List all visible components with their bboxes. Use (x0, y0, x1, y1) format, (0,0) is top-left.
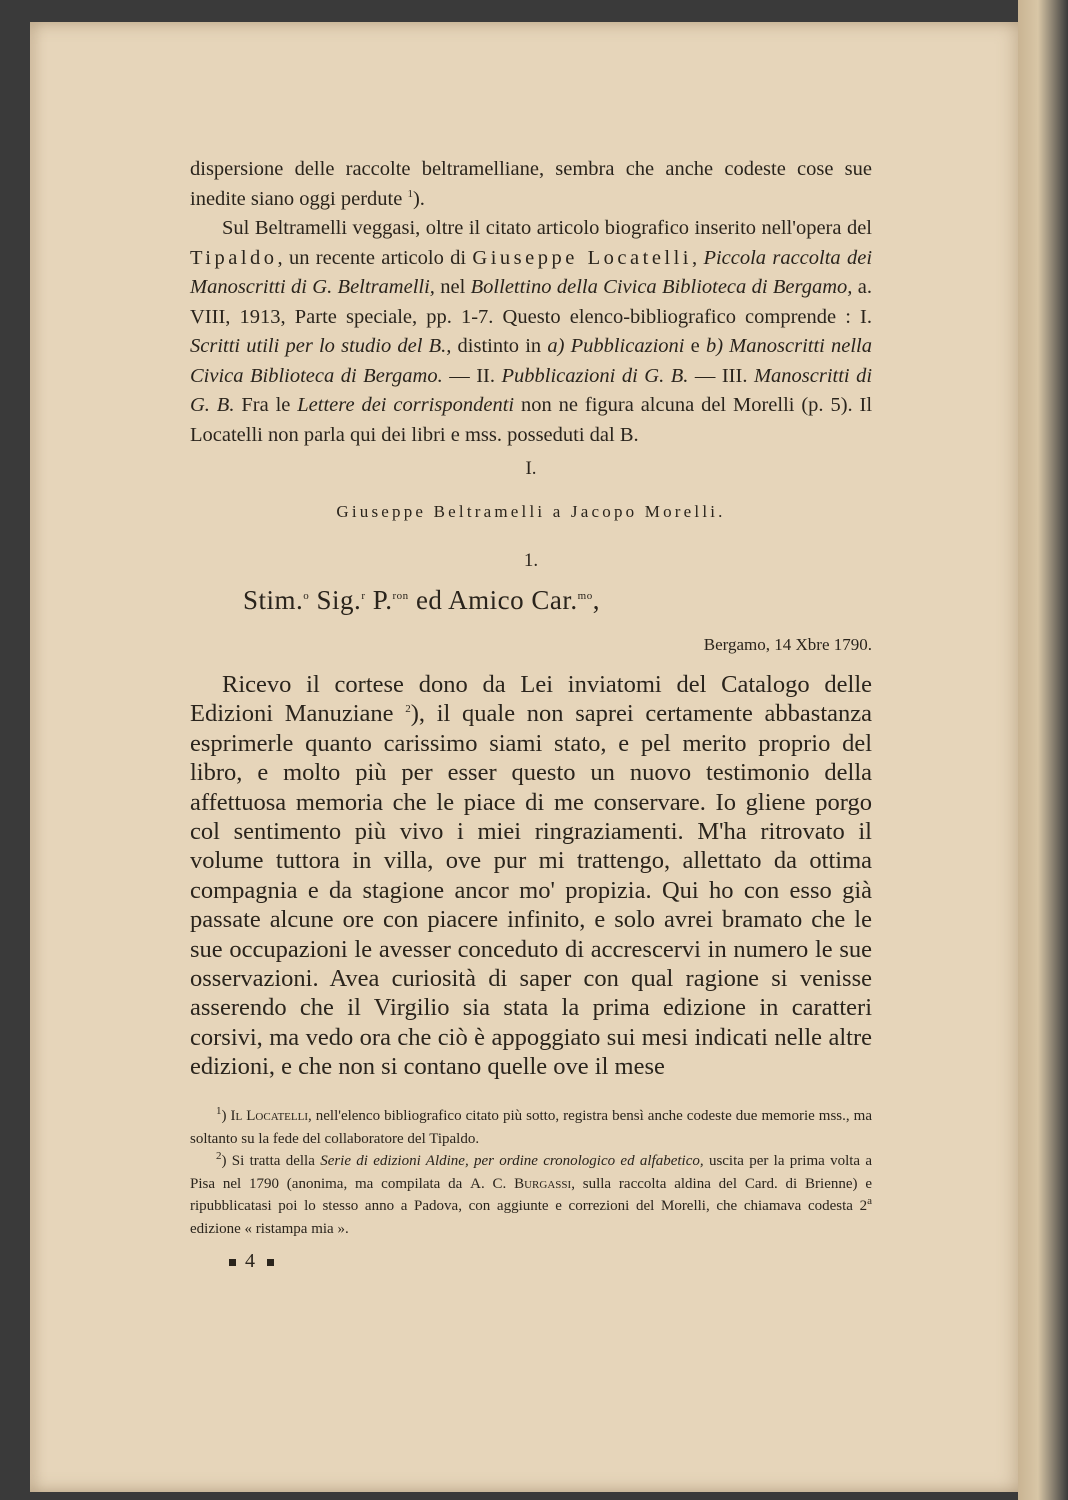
letter-paragraph: Ricevo il cortese dono da Lei inviatomi del Catalogo delle Edizioni Manuziane $^2$), il quale non saprei certamente abbastanza esprimerle quanto carissimo siami stato, e pel merito proprio del libro, e molto più per esser questo un nuovo testimonio della affettuosa memoria che le piace di me conservare. Io gliene porgo col sentimento più vivo i miei ringraziamenti. M'ha ritrovato il volume tuttora in villa, ove pur mi trattengo, allettato da ottima compagnia e da stagione ancor mo' propizia. Qui ho con esso già passate alcune ore con piacere infinito, e solo avrei bramato che le sue occupazioni le avesser conceduto di accrescervi in numero le sue osservazioni. Avea curiosità di saper con qual ragione si venisse asserendo che il Virgilio sia stata la prima edizione in caratteri corsivi, ma vedo ora che ciò è appoggiato sui mesi indicati nelle altre edizioni, e che non si contano quelle ove il mese (190, 671, 873, 1081)
intro-paragraph-1: dispersione delle raccolte beltramelliane, sembra che anche codeste cose sue inedite siano oggi perdute $^1$). (190, 158, 872, 210)
letter-salutation: Stim.$^o$ Sig.$^r$ P.$^{ron}$ ed Amico Car.$^{mo}$, (243, 585, 600, 615)
letter-numeral: 1. (523, 550, 539, 571)
book-spine (1018, 0, 1068, 1500)
ornament-square-right (267, 1259, 274, 1266)
letter-body (190, 670, 872, 1082)
letter-dateline: Bergamo, 14 Xbre 1790. (703, 635, 872, 654)
page-number: 4 (220, 1250, 283, 1273)
intro-text (190, 155, 872, 450)
section-heading: Giuseppe Beltramelli a Jacopo Morelli. (336, 502, 726, 521)
footnote-2: $^2$) Si tratta della Serie di edizioni Aldine, per ordine cronologico ed alfabetico, uscita per la prima volta a Pisa nel 1790 (anonima, ma compilata da A. C. Burgassi, sulla raccolta aldina del Card. di Brienne) e ripubblicatasi poi lo stesso anno a Padova, con aggiunte e correzioni del Morelli, che chiamava codesta 2$^a$ edizione « ristampa mia ». (190, 1150, 873, 1237)
footnote-1: $^1$) Il Locatelli, nell'elenco bibliografico citato più sotto, registra bensì anche codeste due memorie mss., ma soltanto su la fede del collaboratore del Tipaldo. (190, 1105, 872, 1147)
ornament-square-left (229, 1259, 236, 1266)
footnotes (190, 1105, 872, 1240)
section-numeral: I. (525, 458, 537, 479)
intro-paragraph-2: Sul Beltramelli veggasi, oltre il citato articolo biografico inserito nell'opera del Tipaldo, un recente articolo di Giuseppe Locatelli, Piccola raccolta dei Manoscritti di G. Beltramelli, nel Bollettino della Civica Biblioteca di Bergamo, a. VIII, 1913, Parte speciale, pp. 1-7. Questo elenco-bibliografico comprende : I. Scritti utili per lo studio del B., distinto in a) Pubblicazioni e b) Manoscritti nella Civica Biblioteca di Bergamo. — II. Pubblicazioni di G. B. — III. Manoscritti di G. B. Fra le Lettere dei corrispondenti non ne figura alcuna del Morelli (p. 5). Il Locatelli non parla qui dei libri e mss. posseduti dal B. (190, 217, 873, 446)
